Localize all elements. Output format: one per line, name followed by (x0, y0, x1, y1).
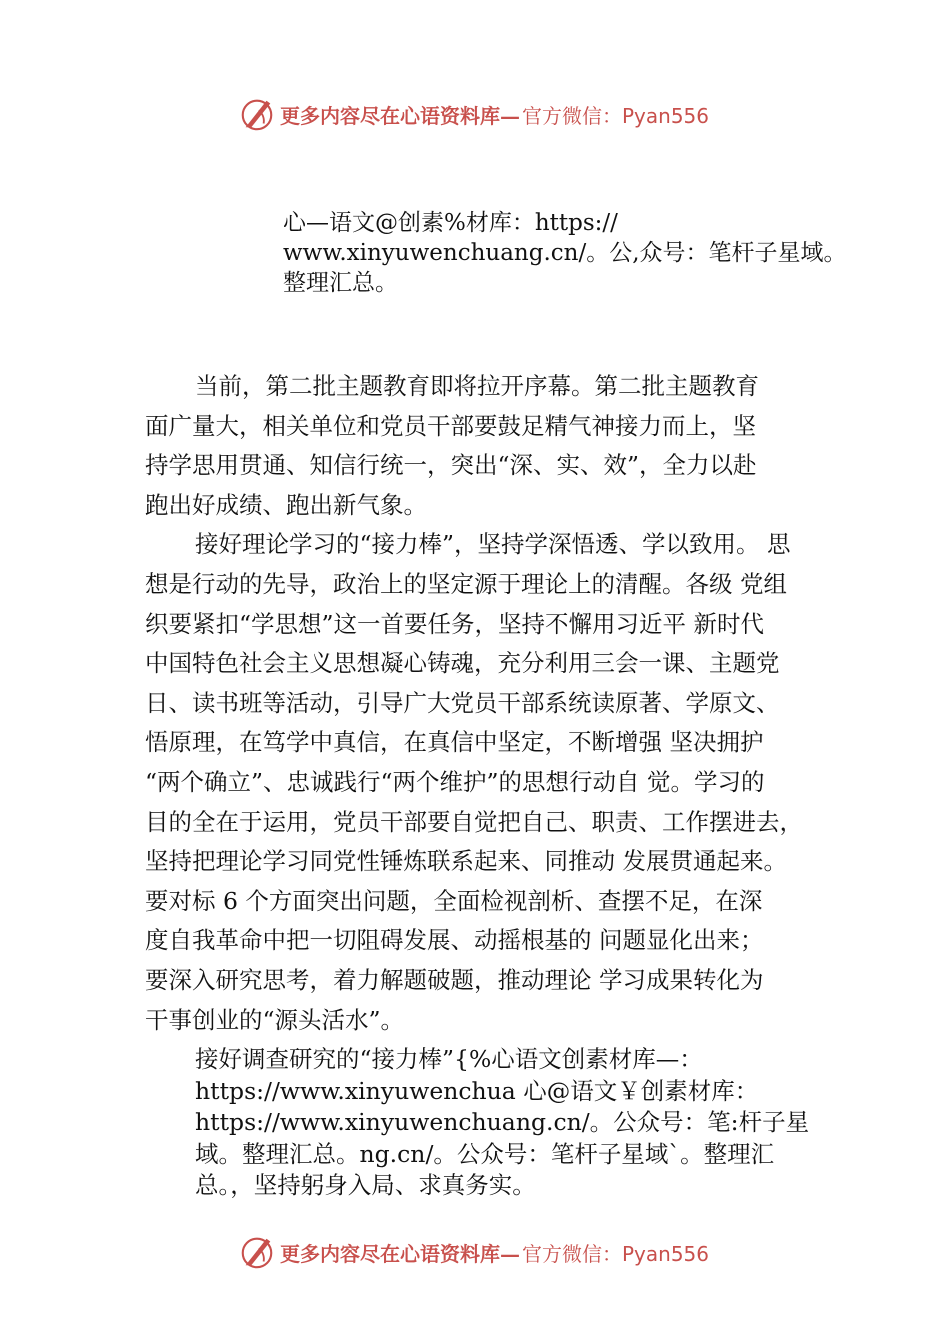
banner-title: 更多内容尽在心语资料库— (280, 103, 520, 128)
paragraph-line: 当前，第二批主题教育即将拉开序幕。第二批主题教育 (195, 372, 759, 400)
article-body (145, 367, 845, 1040)
header-banner (238, 94, 758, 134)
tail-line: https://www.xinyuwenchua 心@语文￥创素材库： (195, 1076, 759, 1105)
footer-banner (238, 1232, 758, 1272)
source-note-line: www.xinyuwenchuang.cn/。公,众号：笔杆子星域。 (283, 240, 847, 266)
paragraph-line: 接好理论学习的“接力棒”，坚持学深悟透、学以致用。 思 (195, 530, 791, 559)
paragraph-line: “两个确立”、忠诚践行“两个维护”的思想行动自 觉。学习的 (145, 767, 765, 796)
quill-logo-icon (238, 1233, 276, 1271)
tail-line: https://www.xinyuwenchuang.cn/。公众号：笔:杆子星 (195, 1108, 810, 1136)
paragraph-line: 持学思用贯通、知信行统一，突出“深、实、效”，全力以赴 (145, 451, 757, 480)
source-note-line: 心—语文@创素%材库：https:// (283, 210, 618, 236)
source-note-line: 整理汇总。 (283, 270, 398, 296)
banner-wechat: 官方微信：Pyan556 (522, 1241, 710, 1266)
paragraph-line: 想是行动的先导，政治上的坚定源于理论上的清醒。各级 党组 (145, 569, 787, 598)
paragraph-line: 悟原理，在笃学中真信，在真信中坚定，不断增强 坚决拥护 (145, 728, 764, 757)
paragraph-line: 跑出好成绩、跑出新气象。 (145, 490, 427, 519)
source-note (283, 208, 883, 298)
paragraph-line: 目的全在于运用，党员干部要自觉把自己、职责、工作摆进去， (145, 807, 803, 836)
banner-title: 更多内容尽在心语资料库— (280, 1241, 520, 1266)
article-tail (195, 1044, 835, 1202)
paragraph-line: 坚持把理论学习同党性锤炼联系起来、同推动 发展贯通起来。 (145, 847, 787, 876)
paragraph-line: 日、读书班等活动，引导广大党员干部系统读原著、学原文、 (145, 688, 780, 717)
paragraph-line: 面广量大，相关单位和党员干部要鼓足精气神接力而上，坚 (145, 411, 756, 440)
tail-line: 接好调查研究的“接力棒”{%心语文创素材库—： (195, 1045, 703, 1073)
paragraph-line: 织要紧扣“学思想”这一首要任务，坚持不懈用习近平 新时代 (145, 609, 764, 638)
paragraph-line: 干事创业的“源头活水”。 (145, 1005, 405, 1034)
paragraph-line: 要对标 6 个方面突出问题，全面检视剖析、查摆不足，在深 (145, 886, 763, 915)
paragraph-line: 要深入研究思考，着力解题破题，推动理论 学习成果转化为 (145, 965, 764, 994)
quill-logo-icon (238, 95, 276, 133)
tail-line: 域。整理汇总。ng.cn/。公众号：笔杆子星域`。整理汇 (195, 1139, 775, 1168)
tail-line: 总。，坚持躬身入局、求真务实。 (195, 1171, 536, 1199)
paragraph-line: 度自我革命中把一切阻碍发展、动摇根基的 问题显化出来； (145, 926, 764, 955)
banner-wechat: 官方微信：Pyan556 (522, 103, 710, 128)
paragraph-line: 中国特色社会主义思想凝心铸魂，充分利用三会一课、主题党 (145, 649, 780, 678)
